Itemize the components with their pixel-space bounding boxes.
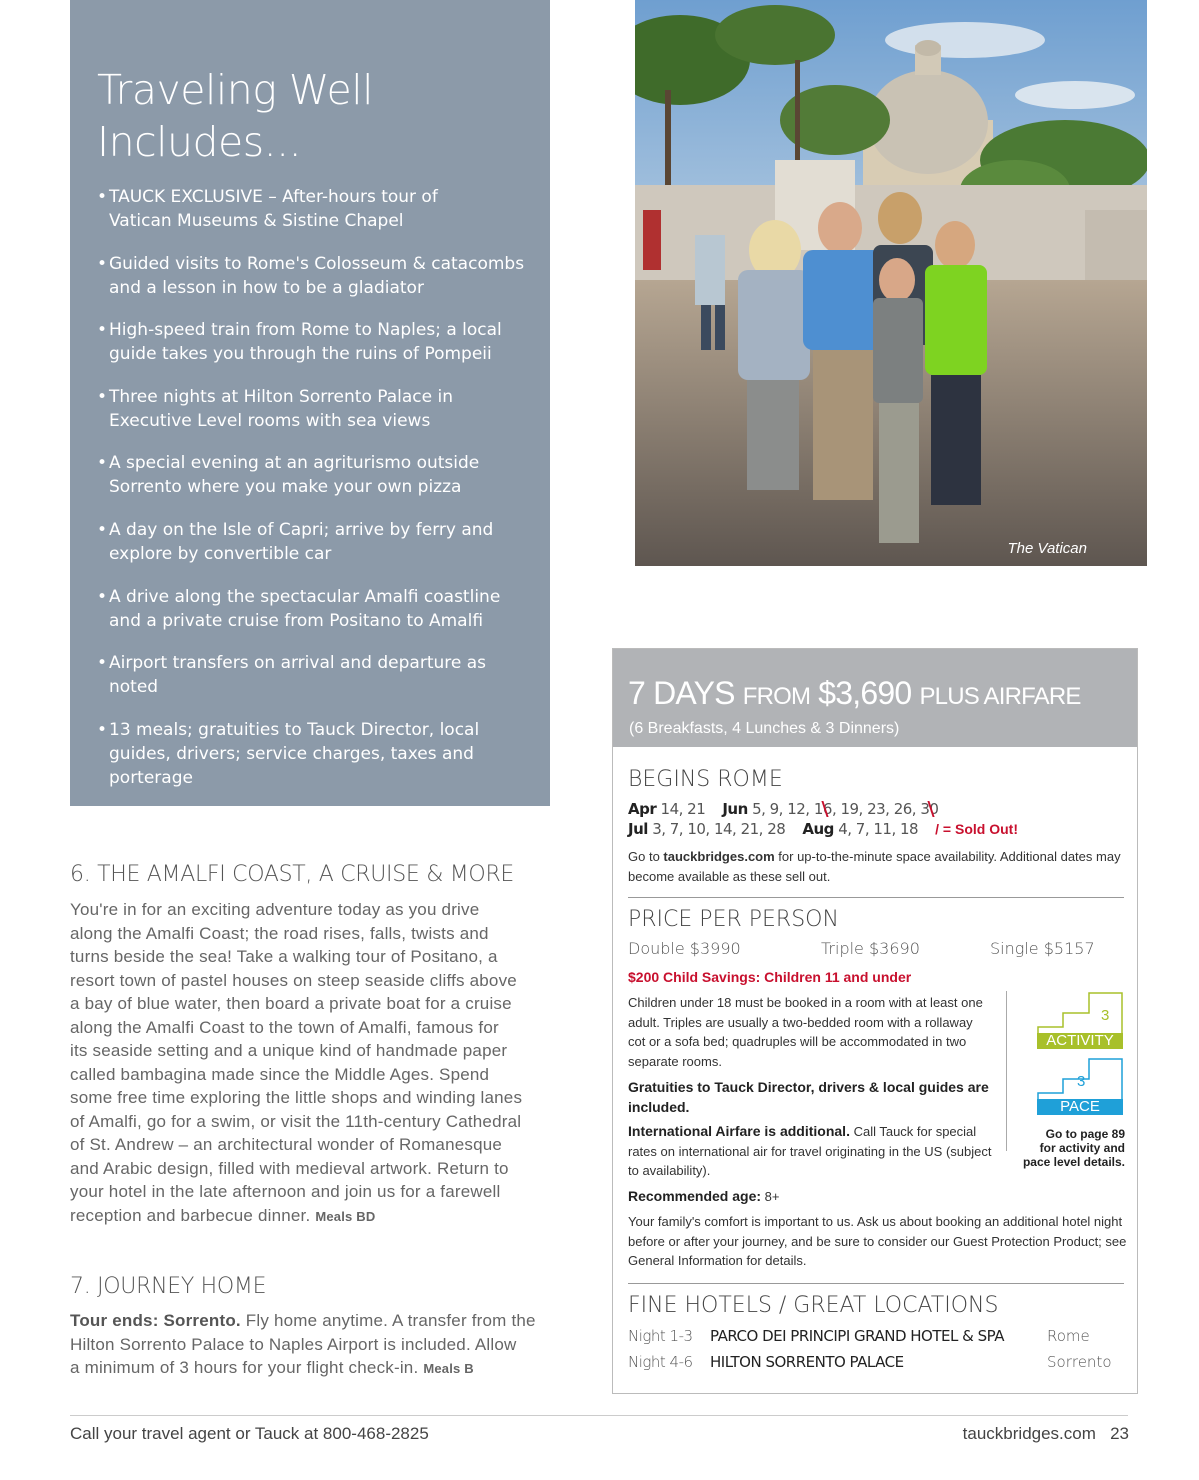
divider xyxy=(628,897,1124,898)
day6-text: You're in for an exciting adventure today as you drive along the Amalfi Coast; the road rises, falls, twists and turns beside the sea! Take a walking tour of Positano, a resort town of pastel houses on steep seaside cliffs above a bay of blue water, then board a private boat for a cruise along the Amalfi Coast to the town of Amalfi, famous for its seaside setting and a unique kind of handmade paper called bambagina made since the Middle Ages. Spend some free time exploring the little shops and winding lanes of Amalfi, go for a swim, or visit the 11th-century Cathedral of St. Andrew – an architectural wonder of Romanesque and Arabic design, filled with medieval artwork. Return to your hotel in the late afternoon and join us for a farewell reception and barbecue dinner. Meals BD xyxy=(70,900,523,1225)
vatican-photo xyxy=(635,0,1147,566)
photo-caption: The Vatican xyxy=(1007,540,1087,557)
list-item: • Airport transfers on arrival and departure as noted xyxy=(97,651,527,699)
includes-list xyxy=(97,185,527,808)
activity-badge xyxy=(1037,991,1123,1051)
footer-contact: Call your travel agent or Tauck at 800-468-2825 xyxy=(70,1424,429,1443)
triple-price: Triple $3690 xyxy=(821,939,920,958)
availability-link[interactable]: tauckbridges.com xyxy=(663,849,775,864)
list-item: • TAUCK EXCLUSIVE – After-hours tour of Vatican Museums & Sistine Chapel xyxy=(97,185,527,233)
hotels-title: FINE HOTELS / GREAT LOCATIONS xyxy=(628,1293,999,1318)
includes-panel xyxy=(70,0,550,806)
footer-right xyxy=(963,1424,1129,1444)
family-photo-illustration xyxy=(635,0,1147,566)
single-price: Single $5157 xyxy=(990,939,1095,958)
day7-meals: Meals B xyxy=(423,1361,474,1376)
pace-level: 3 xyxy=(1077,1073,1086,1090)
day7-lead: Tour ends: Sorrento. xyxy=(70,1311,241,1330)
list-item: • 13 meals; gratuities to Tauck Director, local guides, drivers; service charges, taxes and porterage xyxy=(97,718,527,790)
begins-title: BEGINS ROME xyxy=(628,767,783,792)
day6-title: 6. THE AMALFI COAST, A CRUISE & MORE xyxy=(70,862,515,887)
list-item: • High-speed train from Rome to Naples; a local guide takes you through the ruins of Pompeii xyxy=(97,318,527,366)
recommended-age: Recommended age: 8+ xyxy=(628,1188,780,1204)
hotel-row: Night 1-3 PARCO DEI PRINCIPI GRAND HOTEL & SPA Rome xyxy=(628,1327,1090,1345)
meal-count: (6 Breakfasts, 4 Lunches & 3 Dinners) xyxy=(629,720,900,737)
list-item: • A day on the Isle of Capri; arrive by ferry and explore by convertible car xyxy=(97,518,527,566)
price-panel xyxy=(612,648,1138,1394)
children-policy: Children under 18 must be booked in a room with at least one adult. Triples are usually a two-bedded room with a rollaway cot or a sofa bed; quadruples will be accommodated in two separate rooms. xyxy=(628,995,983,1069)
activity-label: ACTIVITY xyxy=(1046,1032,1114,1049)
day7-text: Tour ends: Sorrento. Fly home anytime. A transfer from the Hilton Sorrento Palace to Naples Airport is included. Allow a minimum of 3 hours for your flight check-in. Meals B xyxy=(70,1311,536,1377)
price-header xyxy=(613,649,1137,747)
list-item: • Three nights at Hilton Sorrento Palace in Executive Level rooms with sea views xyxy=(97,385,527,433)
departure-dates: Apr 14, 21 Jun 5, 9, 12, 16, 19, 23, 26, 30 Jul 3, 7, 10, 14, 21, 28 Aug 4, 7, 11, 18 / = Sold Out! xyxy=(628,800,1018,838)
family-comfort-note: Your family's comfort is important to us. Ask us about booking an additional hotel night before or after your journey, and be sure to consider our Guest Protection Product; see General Information for details. xyxy=(628,1214,1127,1268)
divider xyxy=(628,1283,1124,1284)
availability-note: Go to tauckbridges.com for up-to-the-minute space availability. Additional dates may become available as these sell out. xyxy=(628,849,1121,884)
list-item: • A special evening at an agriturismo outside Sorrento where you make your own pizza xyxy=(97,451,527,499)
day6-meals: Meals BD xyxy=(315,1208,376,1224)
hotel-row: Night 4-6 HILTON SORRENTO PALACE Sorrento xyxy=(628,1353,1112,1371)
footer-divider xyxy=(70,1415,1128,1416)
price-title: PRICE PER PERSON xyxy=(628,907,839,932)
pace-label: PACE xyxy=(1060,1098,1100,1115)
list-item: • Guided visits to Rome's Colosseum & catacombs and a lesson in how to be a gladiator xyxy=(97,252,527,300)
gratuities-note: Gratuities to Tauck Director, drivers & local guides are included. xyxy=(628,1079,989,1115)
airfare-note: International Airfare is additional. Call Tauck for special rates on international air for travel originating in the US (subject to availability). xyxy=(628,1123,992,1178)
includes-title: Traveling Well Includes... xyxy=(97,66,374,166)
level-note: Go to page 89 for activity and pace level details. xyxy=(1022,1127,1125,1169)
double-price: Double $3990 xyxy=(628,939,741,958)
list-item: • A drive along the spectacular Amalfi coastline and a private cruise from Positano to Amalfi xyxy=(97,585,527,633)
day7-title: 7. JOURNEY HOME xyxy=(70,1274,267,1299)
page-number: 23 xyxy=(1110,1424,1129,1443)
activity-level: 3 xyxy=(1101,1007,1110,1024)
child-savings: $200 Child Savings: Children 11 and under xyxy=(628,969,912,985)
footer-site-link[interactable]: tauckbridges.com xyxy=(962,1424,1096,1443)
badge-divider xyxy=(1006,991,1007,1151)
pace-badge xyxy=(1037,1057,1123,1117)
sold-out-legend: / = Sold Out! xyxy=(935,821,1018,837)
duration-price: 7 DAYS FROM $3,690 PLUS AIRFARE xyxy=(628,675,1081,711)
